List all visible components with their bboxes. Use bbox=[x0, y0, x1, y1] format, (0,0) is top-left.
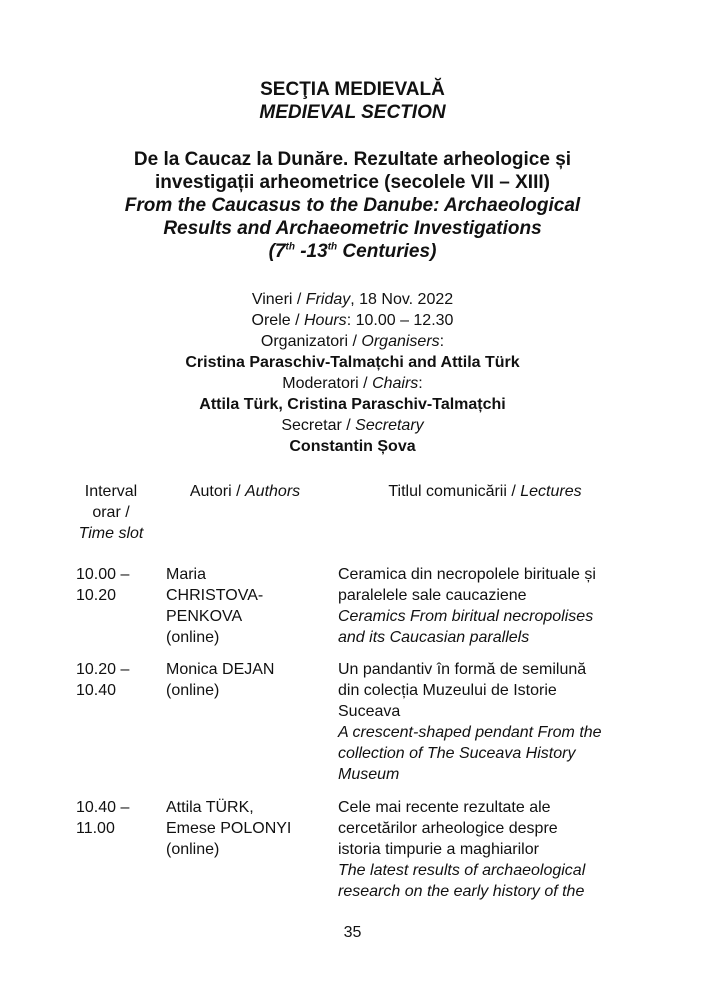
chairs-label-ro: Moderatori / bbox=[282, 375, 373, 392]
lecture-title-en: Museum bbox=[338, 766, 400, 783]
lecture-title-ro: paralelele sale caucaziene bbox=[338, 587, 527, 604]
secretary-label-en: Secretary bbox=[355, 417, 424, 434]
header-lectures-ro: Titlul comunicării / bbox=[388, 483, 521, 500]
time-slot bbox=[76, 659, 162, 701]
lecture-title-en: Ceramics From biritual necropolises bbox=[338, 608, 594, 625]
lecture-title bbox=[338, 564, 630, 648]
author-line: (online) bbox=[166, 841, 220, 858]
time-slot bbox=[76, 797, 162, 839]
century-start: (7 bbox=[268, 241, 286, 262]
author-line: Emese POLONYI bbox=[166, 820, 292, 837]
organisers-colon: : bbox=[439, 333, 445, 350]
lecture-title-en: research on the early history of the bbox=[338, 883, 585, 900]
section-title-en: MEDIEVAL SECTION bbox=[259, 102, 446, 123]
session-title-en-line3 bbox=[0, 240, 705, 263]
authors bbox=[166, 659, 326, 701]
author-line: Monica DEJAN bbox=[166, 661, 275, 678]
lecture-title-ro: istoria timpurie a maghiarilor bbox=[338, 841, 539, 858]
organisers-label bbox=[0, 331, 705, 352]
secretary-name: Constantin Șova bbox=[289, 438, 416, 455]
table-header-time bbox=[66, 481, 156, 544]
date-value: , 18 Nov. 2022 bbox=[350, 291, 454, 308]
lecture-title-ro: Ceramica din necropolele birituale și bbox=[338, 566, 596, 583]
author-line: Attila TÜRK, bbox=[166, 799, 254, 816]
lecture-title-en: collection of The Suceava History bbox=[338, 745, 576, 762]
time-end: 10.40 bbox=[76, 682, 117, 699]
time-start: 10.20 – bbox=[76, 661, 130, 678]
lecture-title bbox=[338, 797, 630, 902]
time-slot bbox=[76, 564, 162, 606]
header-authors-ro: Autori / bbox=[189, 483, 245, 500]
secretary-label-ro: Secretar / bbox=[281, 417, 356, 434]
session-title-en-line1: From the Caucasus to the Danube: Archaeological bbox=[124, 195, 581, 216]
century-end: -13 bbox=[294, 241, 328, 262]
time-start: 10.40 – bbox=[76, 799, 130, 816]
hours-label-en: Hours bbox=[304, 312, 347, 329]
chairs-label-en: Chairs bbox=[372, 375, 419, 392]
header-authors-en: Authors bbox=[245, 483, 301, 500]
header-time-line1: Interval bbox=[84, 483, 138, 500]
hours-value: : 10.00 – 12.30 bbox=[346, 312, 454, 329]
chairs-label bbox=[0, 373, 705, 394]
lecture-title-en: and its Caucasian parallels bbox=[338, 629, 530, 646]
author-line: (online) bbox=[166, 629, 220, 646]
authors bbox=[166, 797, 326, 860]
time-end: 11.00 bbox=[76, 820, 115, 837]
page-number: 35 bbox=[343, 924, 362, 941]
lecture-title-en: The latest results of archaeological bbox=[338, 862, 586, 879]
authors bbox=[166, 564, 326, 648]
lecture-title bbox=[338, 659, 630, 785]
table-header-lectures bbox=[340, 481, 630, 502]
session-hours bbox=[0, 310, 705, 331]
secretary-label bbox=[0, 415, 705, 436]
lecture-title-ro: Un pandantiv în formă de semilună bbox=[338, 661, 587, 678]
author-line: (online) bbox=[166, 682, 220, 699]
chairs-colon: : bbox=[418, 375, 423, 392]
session-title-ro-line2: investigații arheometrice (secolele VII – XIII) bbox=[155, 172, 550, 193]
session-date bbox=[0, 289, 705, 310]
table-header-authors bbox=[160, 481, 330, 502]
century-start-suffix: th bbox=[285, 241, 295, 253]
date-label-en: Friday bbox=[305, 291, 351, 308]
header-time-line3: Time slot bbox=[78, 525, 144, 542]
lecture-title-ro: cercetărilor arheologice despre bbox=[338, 820, 558, 837]
session-title-en-line2: Results and Archaeometric Investigations bbox=[163, 218, 542, 239]
lecture-title-ro: Cele mai recente rezultate ale bbox=[338, 799, 551, 816]
hours-label-ro: Orele / bbox=[251, 312, 304, 329]
header-time-line2: orar / bbox=[92, 504, 130, 521]
author-line: PENKOVA bbox=[166, 608, 243, 625]
organisers-label-ro: Organizatori / bbox=[260, 333, 362, 350]
lecture-title-ro: din colecția Muzeului de Istorie bbox=[338, 682, 557, 699]
century-end-suffix: th bbox=[327, 241, 338, 253]
chairs-names: Attila Türk, Cristina Paraschiv-Talmațchi bbox=[199, 396, 506, 413]
time-start: 10.00 – bbox=[76, 566, 130, 583]
section-title-ro: SECŢIA MEDIEVALĂ bbox=[260, 79, 445, 100]
author-line: CHRISTOVA- bbox=[166, 587, 264, 604]
date-label-ro: Vineri / bbox=[251, 291, 306, 308]
lecture-title-en: A crescent-shaped pendant From the bbox=[338, 724, 602, 741]
header-lectures-en: Lectures bbox=[520, 483, 582, 500]
author-line: Maria bbox=[166, 566, 207, 583]
time-end: 10.20 bbox=[76, 587, 117, 604]
centuries-word: Centuries) bbox=[337, 241, 437, 262]
session-title-ro-line1: De la Caucaz la Dunăre. Rezultate arheologice și bbox=[133, 149, 572, 170]
organisers-label-en: Organisers bbox=[361, 333, 440, 350]
organisers-names: Cristina Paraschiv-Talmațchi and Attila Türk bbox=[185, 354, 520, 371]
lecture-title-ro: Suceava bbox=[338, 703, 401, 720]
